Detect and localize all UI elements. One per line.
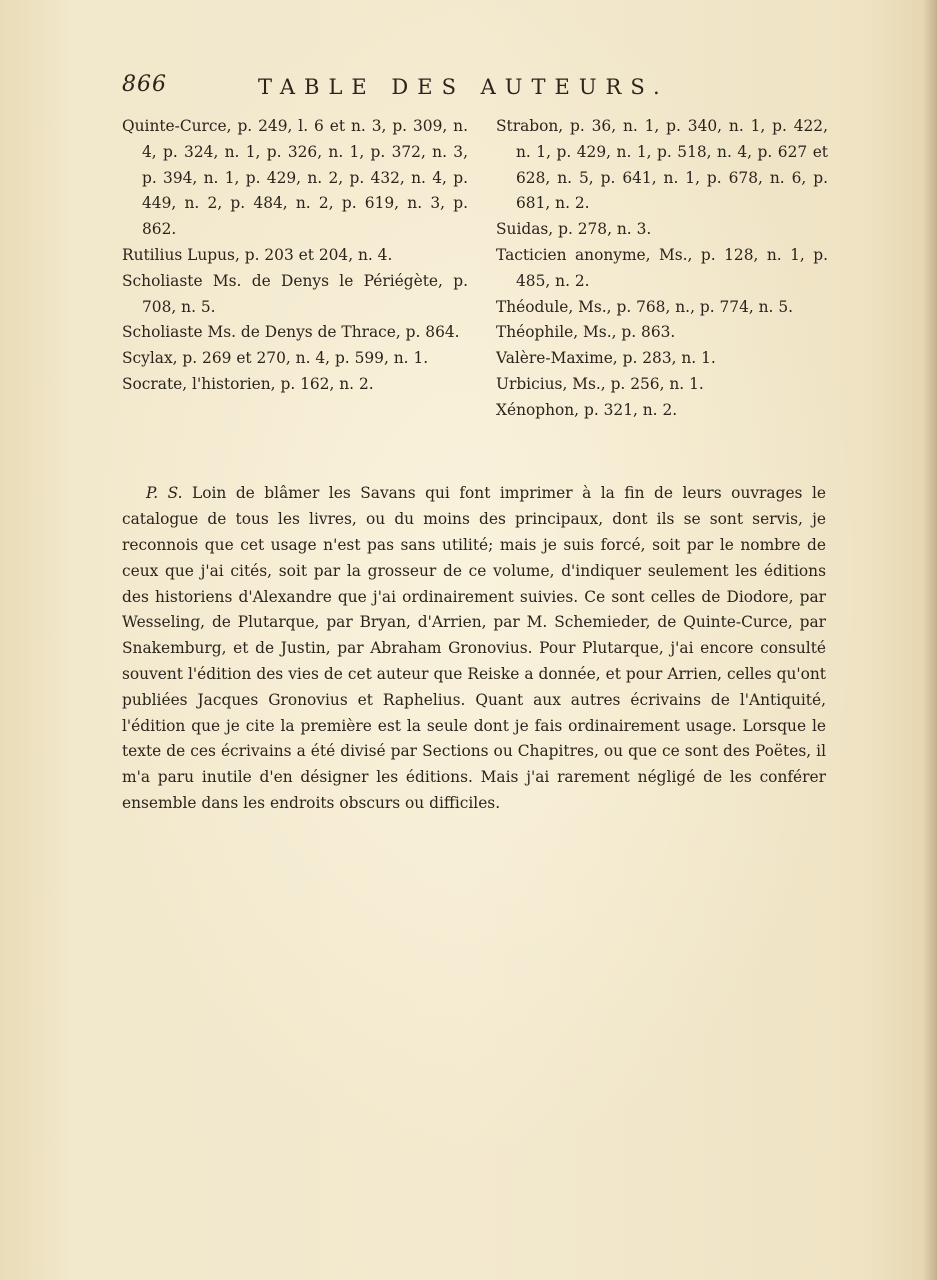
postscript-text: Loin de blâmer les Savans qui font imprimer à la fin de leurs ouvrages le catalogue de tous les livres, ou du moins des principaux, dont ils se sont servis, je reconnois que cet usage n'est pas sans utilité; mais je suis forcé, soit par le nombre de ceux que j'ai cités, soit par la grosseur de ce volume, d'indiquer seulement les éditions des historiens d'Alexandre que j'ai ordinairement suivies. Ce sont celles de Diodore, par Wesseling, de Plutarque, par Bryan, d'Arrien, par M. Schemieder, de Quinte-Curce, par Snakemburg, et de Justin, par Abraham Gronovius. Pour Plutarque, j'ai encore consulté souvent l'édition des vies de cet auteur que Reiske a donnée, et pour Arrien, celles qu'ont publiées Jacques Gronovius et Raphelius. Quant aux autres écrivains de l'Antiquité, l'édition que je cite la première est la seule dont je fais ordinairement usage. Lorsque le texte de ces écrivains a été divisé par Sections ou Chapitres, ou que ce sont des Poëtes, il m'a paru inutile d'en désigner les éditions. Mais j'ai rarement négligé de les conférer ensemble dans les endroits obscurs ou difficiles. (122, 484, 826, 812)
index-column-right (496, 114, 828, 424)
postscript-paragraph (122, 481, 826, 816)
index-entry: Urbicius, Ms., p. 256, n. 1. (496, 374, 704, 393)
index-entry: Xénophon, p. 321, n. 2. (496, 400, 678, 419)
page-number: 866 (122, 72, 167, 97)
page-edge-shadow (923, 0, 937, 1280)
index-entry: Théodule, Ms., p. 768, n., p. 774, n. 5. (496, 297, 794, 316)
postscript-lead: P. S. (146, 484, 183, 503)
index-entry: Scylax, p. 269 et 270, n. 4, p. 599, n. 1. (122, 349, 429, 368)
page-header (122, 72, 822, 106)
running-title: TABLE DES AUTEURS. (258, 75, 669, 99)
index-entry: Tacticien anonyme, Ms., p. 128, n. 1, p. 485, n. 2. (496, 245, 828, 290)
index-entry: Suidas, p. 278, n. 3. (496, 220, 652, 239)
index-entry: Scholiaste Ms. de Denys de Thrace, p. 864. (122, 323, 460, 342)
index-entry: Valère-Maxime, p. 283, n. 1. (496, 349, 716, 368)
index-entry: Scholiaste Ms. de Denys le Périégète, p. 708, n. 5. (122, 271, 468, 316)
index-column-left (122, 114, 468, 398)
index-entry: Strabon, p. 36, n. 1, p. 340, n. 1, p. 422, n. 1, p. 429, n. 1, p. 518, n. 4, p. 627 et 628, n. 5, p. 641, n. 1, p. 678, n. 6, p. 681, n. 2. (496, 117, 828, 213)
index-entry: Rutilius Lupus, p. 203 et 204, n. 4. (122, 245, 393, 264)
index-entry: Théophile, Ms., p. 863. (496, 323, 676, 342)
index-entry: Quinte-Curce, p. 249, l. 6 et n. 3, p. 309, n. 4, p. 324, n. 1, p. 326, n. 1, p. 372, n. 3, p. 394, n. 1, p. 429, n. 2, p. 432, n. 4, p. 449, n. 2, p. 484, n. 2, p. 619, n. 3, p. 862. (122, 117, 468, 239)
author-index (122, 114, 828, 419)
index-entry: Socrate, l'historien, p. 162, n. 2. (122, 374, 374, 393)
